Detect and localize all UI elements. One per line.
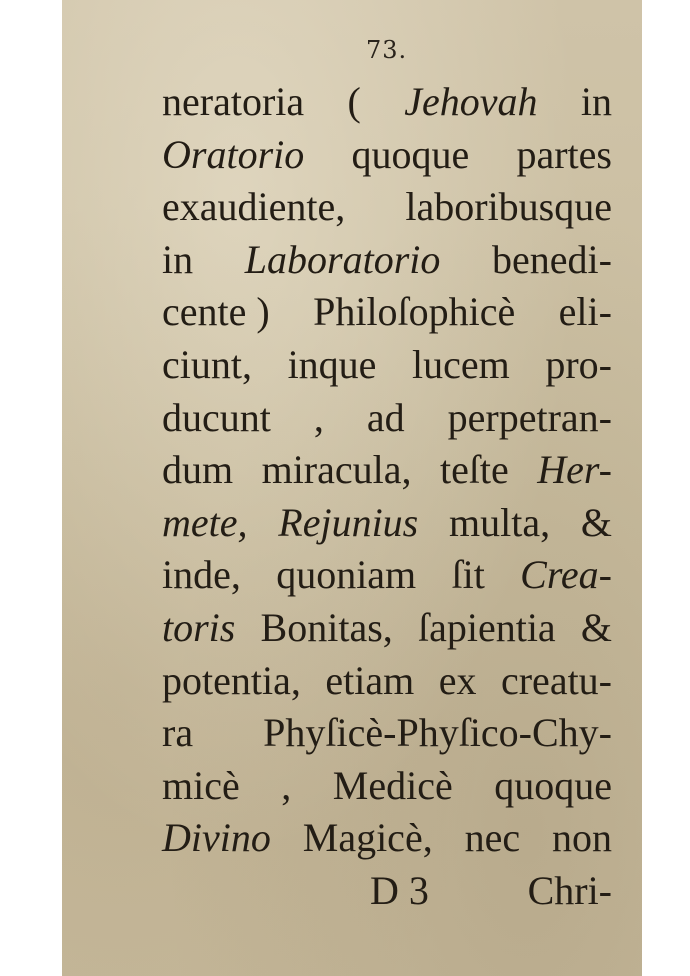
text-line [162, 707, 612, 760]
word: ( [347, 79, 361, 124]
word: in [580, 79, 612, 124]
italic-word: toris [162, 604, 236, 650]
italic-word: mete, [162, 499, 248, 545]
word: & [580, 499, 612, 545]
word: , [313, 394, 324, 440]
body-text [162, 76, 612, 918]
word: neratoria [162, 79, 305, 124]
word: ra [162, 710, 194, 756]
text-lines [162, 76, 612, 865]
word: ſit [451, 552, 485, 598]
text-line [162, 760, 612, 813]
text-line [162, 655, 612, 708]
text-line [162, 602, 612, 655]
italic-word: Rejunius [278, 499, 419, 545]
italic-word: Crea- [520, 552, 612, 598]
text-line [162, 549, 612, 602]
word: teſte [439, 447, 509, 493]
text-line [162, 129, 612, 182]
word: ex [438, 657, 477, 703]
text-line [162, 497, 612, 550]
word: non [551, 815, 612, 861]
word: lucem [412, 341, 510, 387]
word: ducunt [162, 394, 271, 440]
italic-word: Laboratorio [244, 236, 441, 282]
word: miracula, [261, 447, 412, 493]
word: ſapientia [417, 604, 556, 650]
word: ad [366, 394, 405, 440]
book-page [62, 0, 642, 976]
word: potentia, [162, 657, 301, 703]
italic-word: Oratorio [162, 131, 305, 177]
text-line [162, 181, 612, 234]
word: Phyſicè-Phyſico-Chy- [263, 710, 612, 756]
word: nec [464, 815, 521, 861]
word: benedi- [492, 236, 612, 282]
word: laboribusque [405, 184, 612, 230]
text-line [162, 76, 612, 129]
word: dum [162, 447, 234, 493]
word: multa, [449, 499, 551, 545]
text-line [162, 392, 612, 445]
word: quoque [494, 762, 612, 808]
italic-word: Jehovah [404, 79, 538, 124]
word: inde, [162, 552, 241, 598]
word: & [580, 604, 612, 650]
word: quoniam [276, 552, 417, 598]
word: ciunt, [162, 341, 252, 387]
word: eli- [558, 289, 612, 335]
word: Magicè, [302, 815, 433, 861]
page-number: 73. [366, 36, 408, 64]
word: partes [516, 131, 612, 177]
word: in [162, 236, 194, 282]
text-line [162, 234, 612, 287]
italic-word: Her- [537, 447, 612, 493]
word: pro- [545, 341, 612, 387]
catchword-line [162, 865, 612, 918]
word: , [281, 762, 292, 808]
word: Philoſophicè [313, 289, 516, 335]
italic-word: Divino [162, 815, 271, 861]
word: quoque [351, 131, 470, 177]
word: exaudiente, [162, 184, 346, 230]
catchword: Chri- [527, 867, 612, 913]
signature-mark: D 3 [370, 867, 429, 913]
word: Medicè [332, 762, 453, 808]
word: Bonitas, [260, 604, 393, 650]
text-line [162, 812, 612, 865]
word: perpetran- [447, 394, 612, 440]
word: cente ) [162, 289, 270, 335]
word: creatu- [500, 657, 612, 703]
word: micè [162, 762, 240, 808]
text-line [162, 339, 612, 392]
word: inque [287, 341, 377, 387]
text-line [162, 286, 612, 339]
word: etiam [325, 657, 415, 703]
text-line [162, 444, 612, 497]
